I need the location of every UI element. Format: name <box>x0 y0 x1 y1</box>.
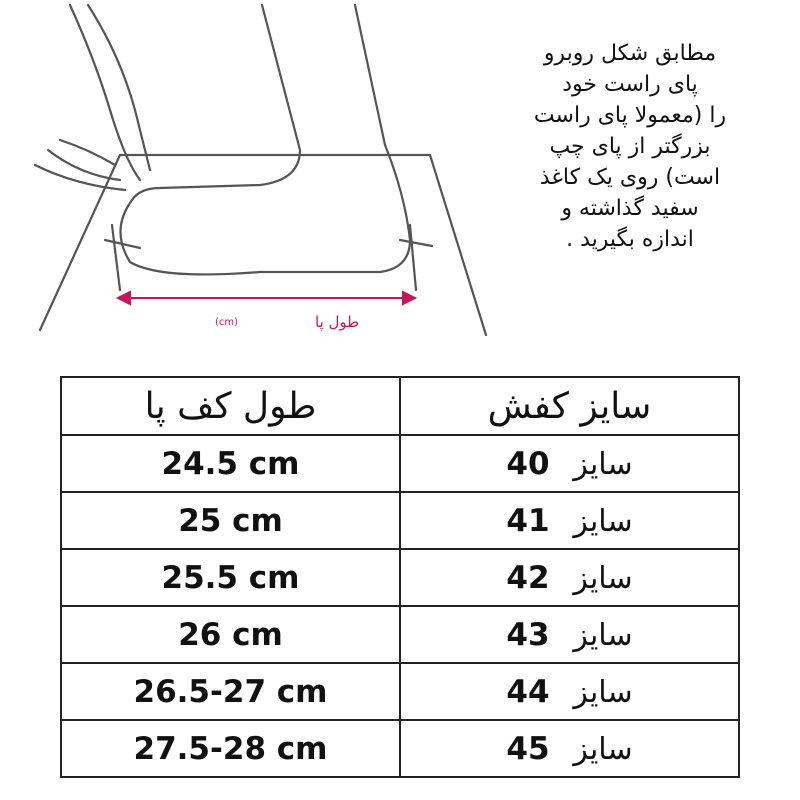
table-row <box>61 606 739 663</box>
measure-unit: (cm) <box>214 317 238 328</box>
shoe-size-cell <box>400 663 739 720</box>
foot-length-cell: 25.5 cm <box>61 549 400 606</box>
size-word: سایز <box>573 674 633 710</box>
table-row <box>61 492 739 549</box>
size-chart-table <box>60 376 740 778</box>
size-number: 43 <box>506 616 550 653</box>
size-word: سایز <box>573 446 633 482</box>
measure-arrow <box>118 292 415 304</box>
instruction-line: اندازه بگیرید . <box>566 227 694 252</box>
table-row <box>61 549 739 606</box>
instruction-line: پای راست خود <box>562 72 698 97</box>
foot-length-cell: 26.5-27 cm <box>61 663 400 720</box>
paper-sheet <box>40 155 486 335</box>
header-foot-length: طول کف پا <box>61 377 400 435</box>
instruction-line: را (معمولا پای راست <box>533 103 727 128</box>
foot-outline <box>120 200 380 274</box>
size-word: سایز <box>573 617 633 653</box>
instructions-text <box>480 38 780 255</box>
foot-measurement-illustration <box>0 0 500 345</box>
shoe-size-cell <box>400 435 739 492</box>
table-row <box>61 720 739 777</box>
instruction-line: است) روی یک کاغذ <box>539 165 721 190</box>
table-row <box>61 663 739 720</box>
instruction-line: سفید گذاشته و <box>561 196 699 221</box>
measure-label: طول پا <box>315 313 360 331</box>
size-word: سایز <box>573 731 633 767</box>
size-number: 45 <box>506 730 550 767</box>
size-number: 42 <box>506 559 550 596</box>
leg-outline <box>132 5 300 200</box>
foot-length-cell: 26 cm <box>61 606 400 663</box>
header-shoe-size: سایز کفش <box>400 377 739 435</box>
shoe-size-cell <box>400 606 739 663</box>
size-word: سایز <box>573 503 633 539</box>
size-word: سایز <box>573 560 633 596</box>
foot-length-cell: 27.5-28 cm <box>61 720 400 777</box>
shoe-size-cell <box>400 549 739 606</box>
instruction-line: مطابق شکل روبرو <box>543 41 717 66</box>
size-number: 40 <box>506 445 550 482</box>
shoe-size-cell <box>400 492 739 549</box>
shoe-size-cell <box>400 720 739 777</box>
foot-length-cell: 25 cm <box>61 492 400 549</box>
foot-length-cell: 24.5 cm <box>61 435 400 492</box>
instruction-line: بزرگتر از پای چپ <box>549 134 711 159</box>
size-number: 44 <box>506 673 550 710</box>
table-row <box>61 435 739 492</box>
table-header-row <box>61 377 739 435</box>
size-number: 41 <box>506 502 550 539</box>
